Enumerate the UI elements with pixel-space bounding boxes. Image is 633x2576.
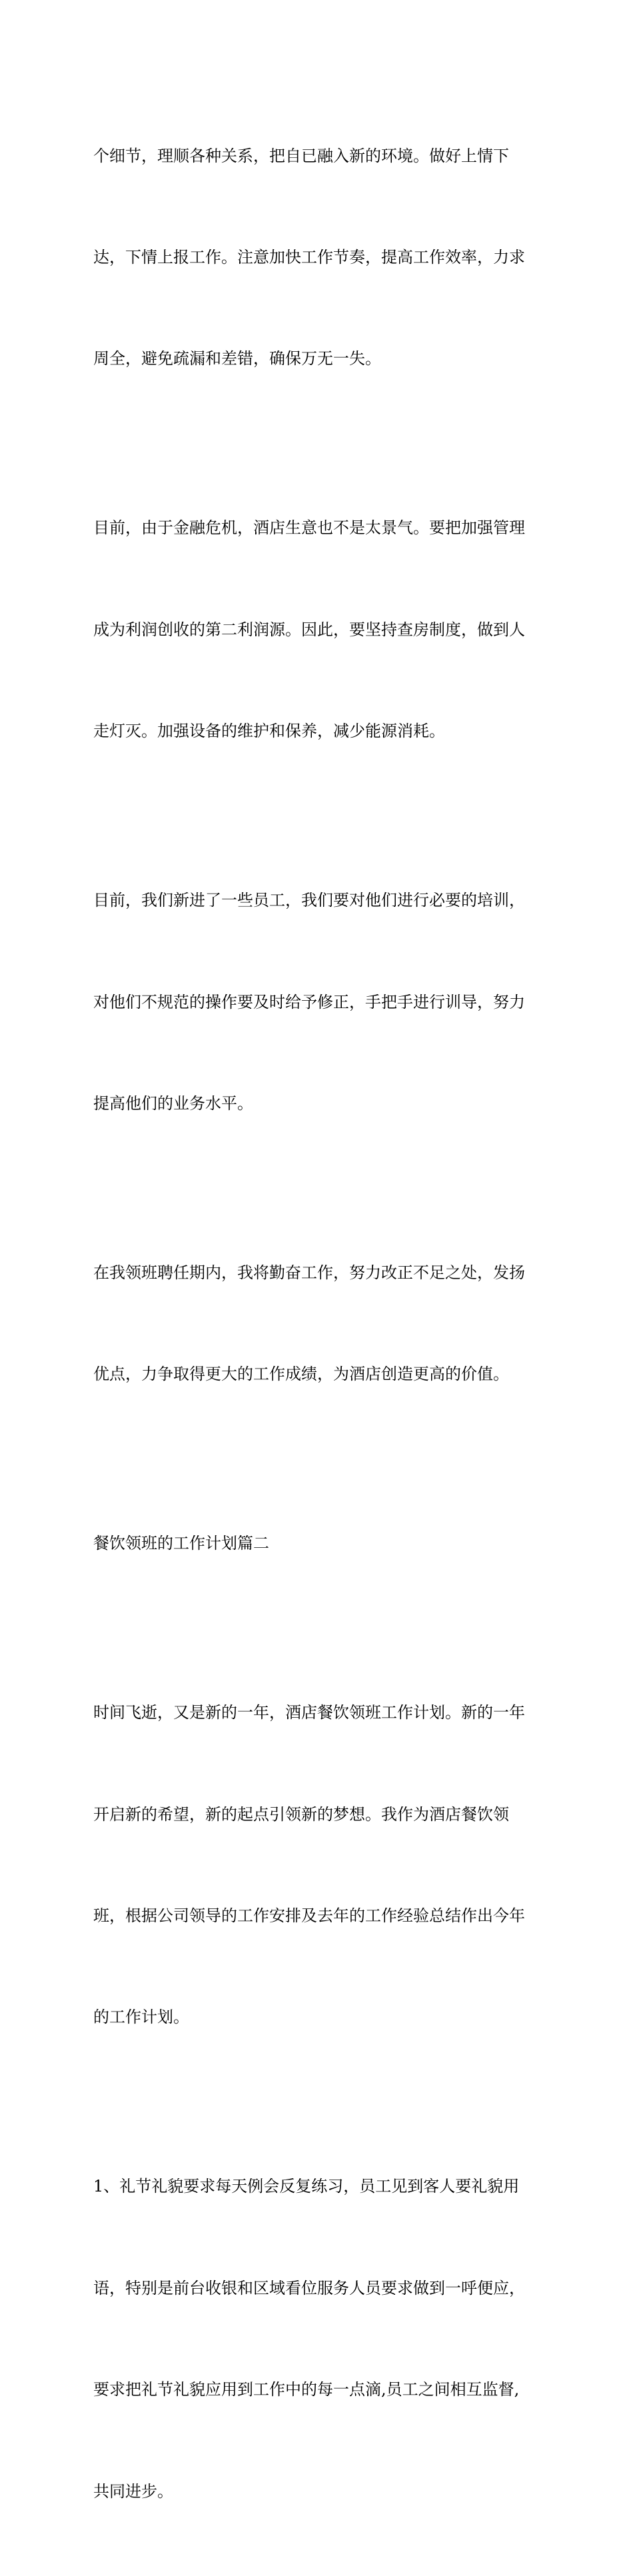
paragraph-tenure-commitment xyxy=(93,1188,546,1459)
text-line: 要求把礼节礼貌应用到工作中的每一点滴,员工之间相互监督, xyxy=(93,2380,520,2399)
text-line: 1、礼节礼貌要求每天例会反复练习，员工见到客人要礼貌用 xyxy=(93,2177,520,2196)
text-line: 开启新的希望，新的起点引领新的梦想。我作为酒店餐饮领 xyxy=(93,1804,509,1824)
text-line: 班，根据公司领导的工作安排及去年的工作经验总结作出今年 xyxy=(93,1906,525,1926)
text-line: 在我领班聘任期内，我将勤奋工作，努力改正不足之处，发扬 xyxy=(93,1263,525,1282)
section-title: 餐饮领班的工作计划篇二 xyxy=(93,1534,269,1553)
text-line: 目前，我们新进了一些员工，我们要对他们进行必要的培训， xyxy=(93,891,525,910)
paragraph-staff-training xyxy=(93,816,546,1189)
paragraph-detail-work xyxy=(93,71,546,444)
text-line: 提高他们的业务水平。 xyxy=(93,1093,253,1113)
text-line: 的工作计划。 xyxy=(93,2008,189,2027)
text-line: 成为利润创收的第二利润源。因此，要坚持查房制度，做到人 xyxy=(93,620,525,639)
text-line: 个细节，理顺各种关系，把自已融入新的环境。做好上情下 xyxy=(93,146,509,165)
section-heading xyxy=(93,1459,546,1628)
text-line: 目前，由于金融危机，酒店生意也不是太景气。要把加强管理 xyxy=(93,518,525,538)
text-line: 语，特别是前台收银和区域看位服务人员要求做到一呼便应， xyxy=(93,2278,525,2297)
text-line: 时间飞逝，又是新的一年，酒店餐饮领班工作计划。新的一年 xyxy=(93,1703,525,1722)
text-line: 优点，力争取得更大的工作成绩，为酒店创造更高的价值。 xyxy=(93,1365,509,1384)
text-line: 共同进步。 xyxy=(93,2481,173,2501)
text-line: 周全，避免疏漏和差错，确保万无一失。 xyxy=(93,349,381,368)
text-line: 走灯灭。加强设备的维护和保养，减少能源消耗。 xyxy=(93,722,445,741)
text-line: 对他们不规范的操作要及时给予修正，手把手进行训导，努力 xyxy=(93,992,525,1011)
document-body xyxy=(93,71,546,2576)
text-line: 达，下情上报工作。注意加快工作节奏，提高工作效率，力求 xyxy=(93,247,525,267)
paragraph-etiquette-item xyxy=(93,2102,546,2576)
paragraph-financial-crisis xyxy=(93,444,546,816)
paragraph-new-year-plan xyxy=(93,1628,546,2102)
